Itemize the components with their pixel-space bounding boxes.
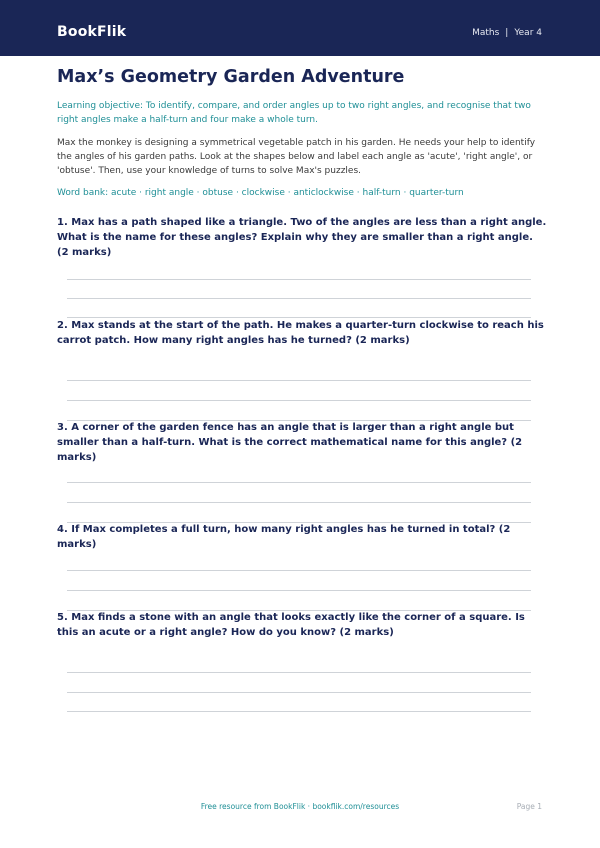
question-4 — [57, 522, 547, 552]
page-title: Max’s Geometry Garden Adventure — [57, 67, 405, 87]
answer-line[interactable] — [67, 298, 531, 299]
answer-line[interactable] — [67, 711, 531, 712]
answer-line[interactable] — [67, 590, 531, 591]
brand-logo[interactable]: BookFlik — [57, 24, 127, 40]
answer-line[interactable] — [67, 400, 531, 401]
answer-line[interactable] — [67, 502, 531, 503]
page-number: Page 1 — [516, 802, 542, 811]
intro-section — [57, 66, 543, 200]
word-bank: Word bank: acute · right angle · obtuse · clockwise · anticlockwise · half-turn · quarter-turn — [57, 188, 464, 198]
subject-year-label — [472, 28, 542, 38]
question-text: 4. If Max completes a full turn, how many right angles has he turned in total? (2 marks) — [57, 524, 511, 550]
answer-line[interactable] — [67, 672, 531, 673]
answer-line[interactable] — [67, 570, 531, 571]
learning-objective: Learning objective: To identify, compare, and order angles up to two right angles, and recognise that two right angles make a half-turn and four make a whole turn. — [57, 101, 531, 125]
question-text: 5. Max finds a stone with an angle that looks exactly like the corner of a square. Is this an acute or a right angle? How do you know? (2 marks) — [57, 612, 525, 638]
subject-label: Maths — [472, 28, 500, 38]
question-5 — [57, 610, 547, 640]
question-text: 3. A corner of the garden fence has an angle that is larger than a right angle but smaller than a half-turn. What is the correct mathematical name for this angle? (2 marks) — [57, 422, 523, 463]
header-bar — [0, 0, 600, 56]
question-text: 1. Max has a path shaped like a triangle. Two of the angles are less than a right angle. What is the name for these angles? Explain why they are smaller than a right angle. (2 marks) — [57, 217, 547, 258]
answer-line[interactable] — [67, 692, 531, 693]
footer-resource-link[interactable]: Free resource from BookFlik · bookflik.com/resources — [200, 802, 400, 811]
answer-line[interactable] — [67, 380, 531, 381]
question-text: 2. Max stands at the start of the path. He makes a quarter-turn clockwise to reach his carrot patch. How many right angles has he turned? (2 marks) — [57, 320, 544, 346]
answer-line[interactable] — [67, 482, 531, 483]
answer-line[interactable] — [67, 279, 531, 280]
question-2 — [57, 318, 547, 348]
year-label: Year 4 — [514, 28, 542, 38]
question-1 — [57, 215, 547, 260]
question-3 — [57, 420, 547, 465]
header-separator: | — [505, 28, 509, 38]
intro-paragraph: Max the monkey is designing a symmetrical vegetable patch in his garden. He needs your help to identify the angles of his garden paths. Look at the shapes below and label each angle as 'acute', 'right angle', or 'obtuse'. Then, use your knowledge of turns to solve Max's puzzles. — [57, 138, 536, 176]
